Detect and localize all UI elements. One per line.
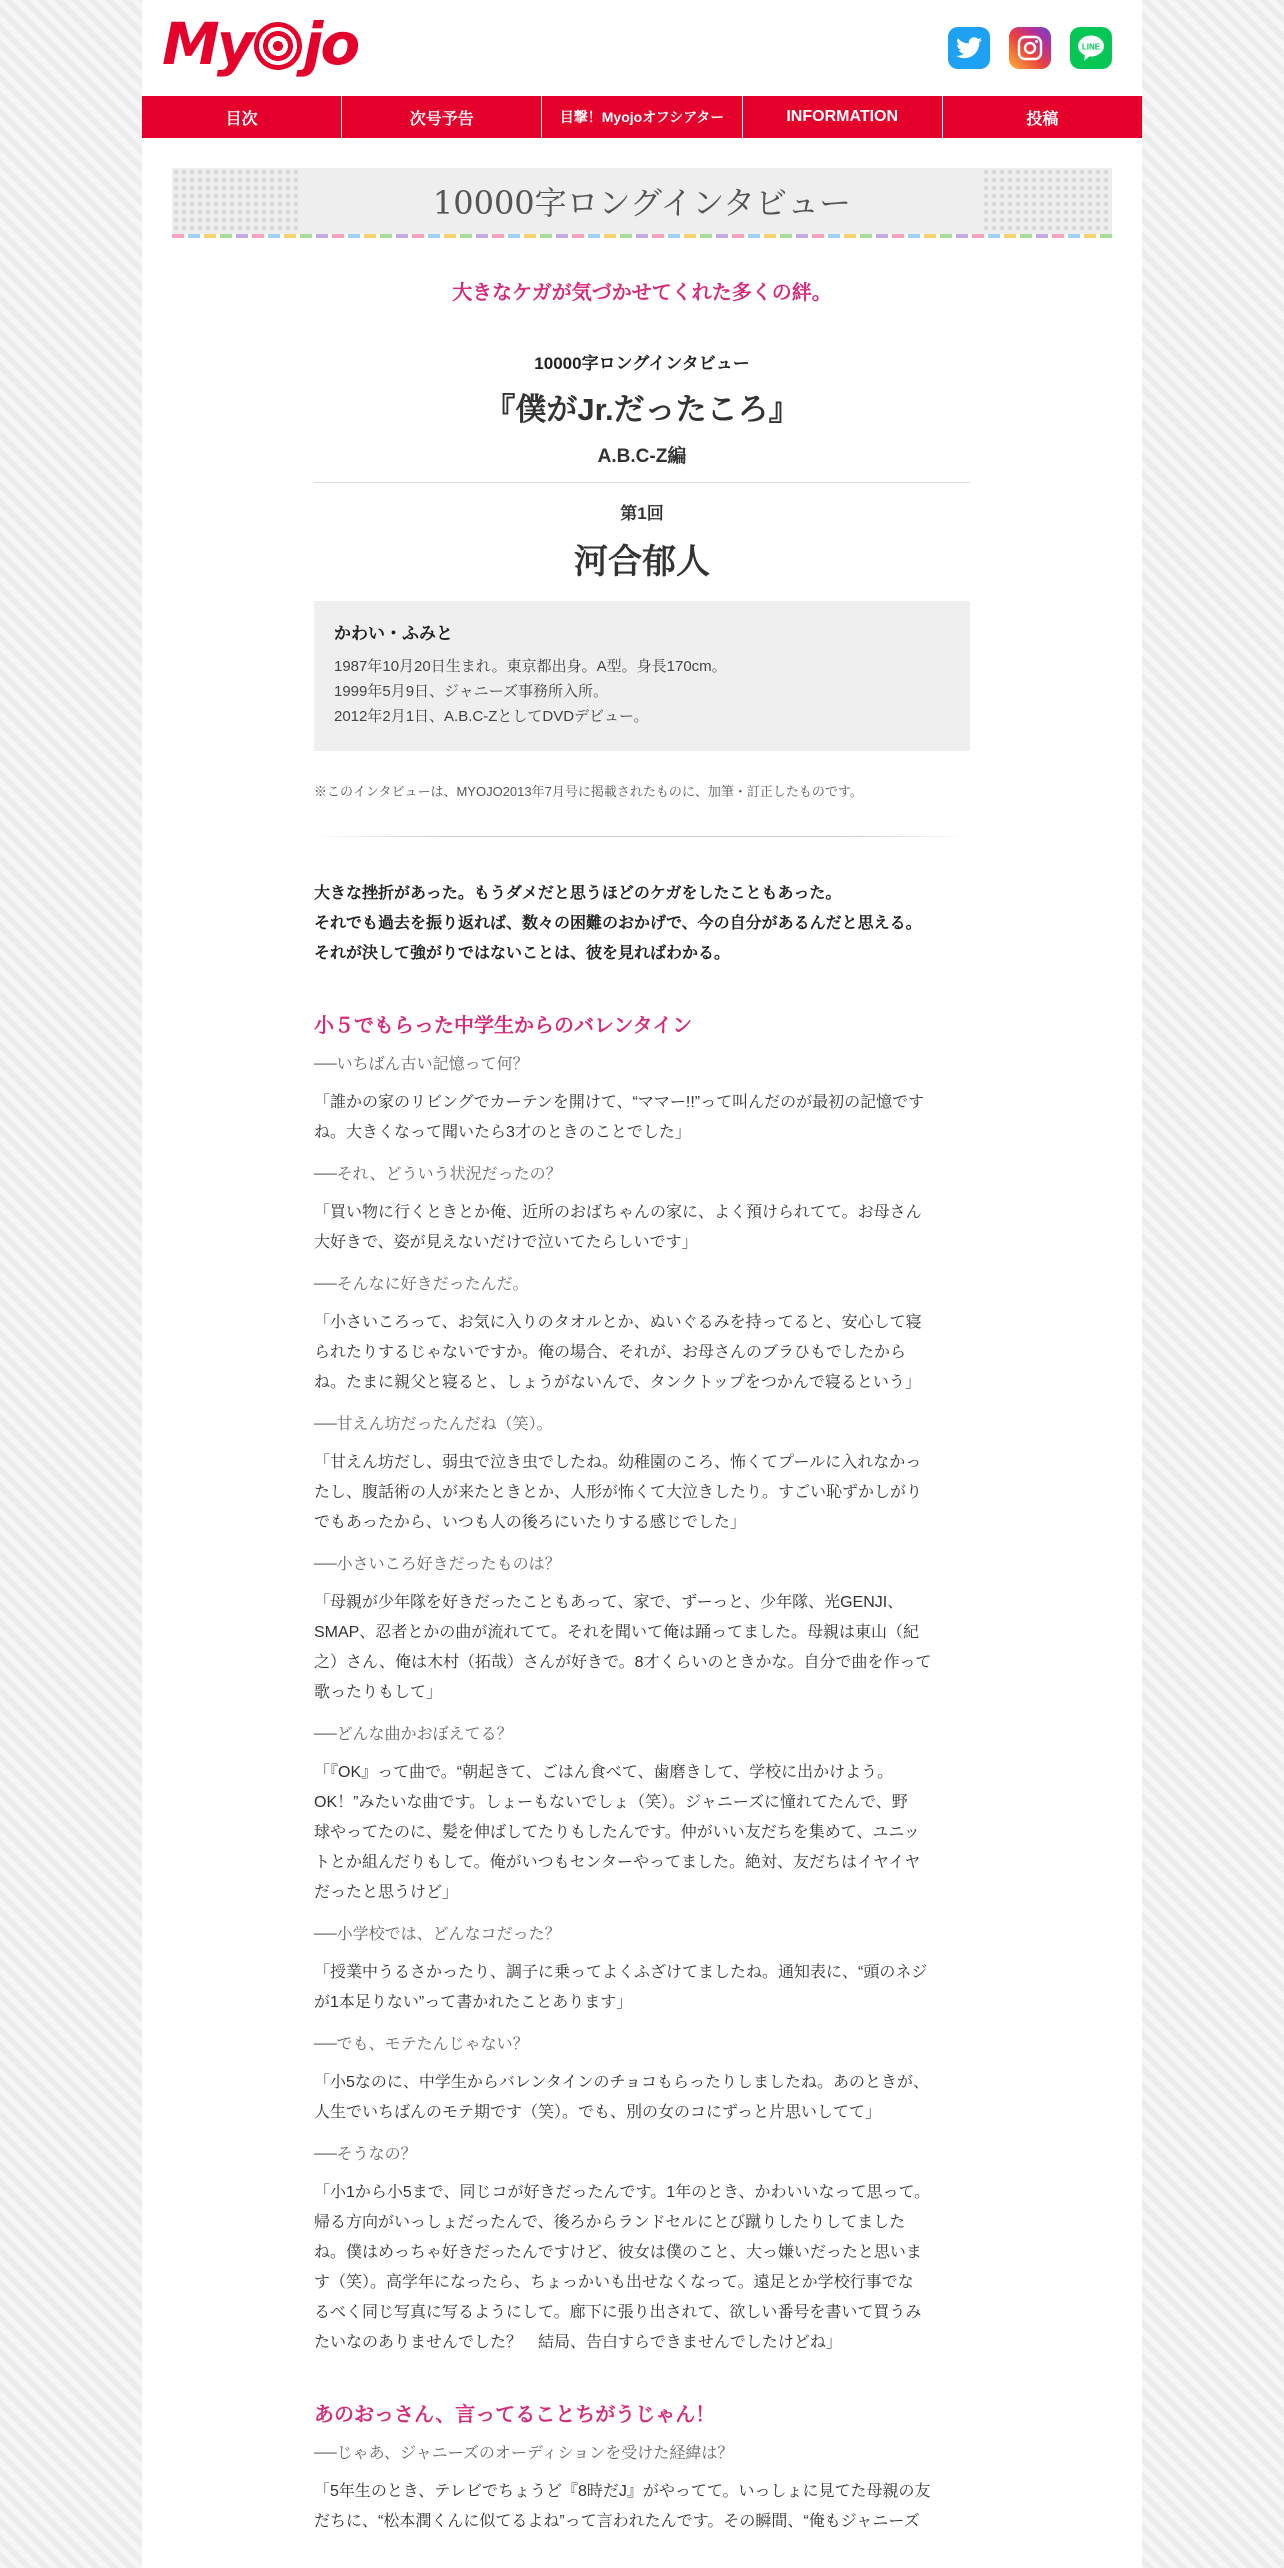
answer: [314, 1958, 970, 2018]
subheading: 小５でもらった中学生からのバレンタイン: [314, 1015, 693, 1037]
dot-pattern: [172, 168, 302, 234]
article-kicker: 10000字ロングインタビュー: [534, 354, 750, 373]
question: ──じゃあ、ジャニーズのオーディションを受けた経緯は？: [314, 2445, 734, 2462]
episode-number: 第1回: [620, 504, 664, 523]
answer-line: たし、腹話術の人が来たときとか、人形が怖くて大泣きしたり。すごい恥ずかしがり: [314, 1484, 923, 1501]
question: ──それ、どういう状況だったの？: [314, 1166, 562, 1183]
answer: [314, 2477, 970, 2537]
profile-box: [314, 601, 970, 751]
intro-line: それが決して強がりではないことは、彼を見ればわかる。: [314, 945, 731, 962]
nav-item-off-theater[interactable]: 目撃！Myojoオフシアター: [542, 96, 742, 138]
profile-line: 2012年2月1日、A.B.C-ZとしてDVDデビュー。: [334, 708, 649, 725]
answer-line: 「甘えん坊だし、弱虫で泣き虫でしたね。幼稚園のころ、怖くてプールに入れなかっ: [314, 1454, 922, 1471]
answer-line: 帰る方向がいっしょだったんで、後ろからランドセルにとび蹴りしたりしてました: [314, 2214, 906, 2231]
answer-line: 球やってたのに、髪を伸ばしてたりもしたんです。仲がいい友だちを集めて、ユニッ: [314, 1824, 920, 1841]
answer-line: でもあったから、いつも人の後ろにいたりする感じでした」: [314, 1514, 746, 1531]
section-heading: [172, 168, 1112, 234]
profile-name: かわい・ふみと: [334, 624, 453, 643]
answer: [314, 1588, 970, 1708]
answer-line: 歌ったりもして」: [314, 1684, 443, 1701]
intro-line: それでも過去を振り返れば、数々の困難のおかげで、今の自分があるんだと思える。: [314, 915, 922, 932]
qa-list: [314, 2441, 970, 2537]
question: ──どんな曲かおぼえてる？: [314, 1726, 513, 1743]
profile-line: 1999年5月9日、ジャニーズ事務所入所。: [334, 683, 609, 700]
answer-line: 「誰かの家のリビングでカーテンを開けて、“ママー!!”って叫んだのが最初の記憶です: [314, 1094, 925, 1111]
question: ──いちばん古い記憶って何？: [314, 1056, 529, 1073]
answer-line: が1本足りない”って書かれたことあります」: [314, 1994, 633, 2011]
dot-pattern: [982, 168, 1112, 234]
answer-line: 大好きで、姿が見えないだけで泣いてたらしいです」: [314, 1234, 698, 1251]
article: [314, 276, 970, 2537]
answer: [314, 1448, 970, 1538]
logo-ring: [254, 22, 302, 70]
answer: [314, 1088, 970, 1148]
site-header: [142, 0, 1142, 96]
answer-line: 「5年生のとき、テレビでちょうど『8時だJ』がやってて。いっしょに見てた母親の友: [314, 2483, 931, 2500]
profile-line: 1987年10月20日生まれ。東京都出身。A型。身長170cm。: [334, 658, 727, 675]
answer-line: す（笑）。高学年になったら、ちょっかいも出せなくなって。遠足とか学校行事でな: [314, 2274, 914, 2291]
answer-line: ね。たまに親父と寝ると、しょうがないんで、タンクトップをつかんで寝るという」: [314, 1374, 921, 1391]
rainbow-divider: [172, 234, 1112, 238]
page: [142, 0, 1142, 2568]
answer: [314, 2178, 970, 2358]
main-nav: [142, 96, 1142, 138]
answer-line: トとか組んだりもして。俺がいつもセンターやってました。絶対、友だちはイヤイヤ: [314, 1854, 921, 1871]
qa-list: [314, 1052, 970, 2358]
subheading: あのおっさん、言ってることちがうじゃん！: [314, 2404, 716, 2426]
line-icon[interactable]: [1070, 27, 1112, 69]
answer: [314, 1198, 970, 1258]
question: ──そうなの？: [314, 2146, 417, 2163]
answer-line: たいなのありませんでした？ 結局、告白すらできませんでしたけどね」: [314, 2334, 842, 2351]
instagram-icon[interactable]: [1009, 27, 1051, 69]
person-name: 河合郁人: [574, 543, 710, 581]
nav-item-information[interactable]: INFORMATION: [743, 96, 943, 138]
answer-line: 「買い物に行くときとか俺、近所のおばちゃんの家に、よく預けられてて。お母さん: [314, 1204, 922, 1221]
answer-line: OK！”みたいな曲です。しょーもないでしょ（笑）。ジャニーズに憧れてたんで、野: [314, 1794, 908, 1811]
answer-line: るべく同じ写真に写るようにして。廊下に張り出されて、欲しい番号を書いて買うみ: [314, 2304, 922, 2321]
answer-line: ね。僕はめっちゃ好きだったんですけど、彼女は僕のこと、大っ嫌いだったと思いま: [314, 2244, 922, 2261]
intro-line: 大きな挫折があった。もうダメだと思うほどのケガをしたこともあった。: [314, 885, 842, 902]
intro-text: [314, 879, 970, 969]
answer-line: だったと思うけど」: [314, 1884, 459, 1901]
myojo-logo[interactable]: [162, 10, 358, 78]
answer: [314, 1308, 970, 1398]
article-subtitle: A.B.C-Z編: [597, 446, 687, 467]
answer-line: 之）さん、俺は木村（拓哉）さんが好きで。8才くらいのときかな。自分で曲を作って: [314, 1654, 932, 1671]
question: ──甘えん坊だったんだね（笑）。: [314, 1416, 553, 1433]
sns-links: [948, 27, 1112, 69]
divider: [314, 482, 970, 483]
answer-line: 「小1から小5まで、同じコが好きだったんです。1年のとき、かわいいなって思って。: [314, 2184, 931, 2201]
answer: [314, 1758, 970, 1908]
question: ──でも、モテたんじゃない？: [314, 2036, 529, 2053]
svg-text:LINE: LINE: [1081, 42, 1101, 52]
section-title: 10000字ロングインタビュー: [432, 184, 852, 222]
logo-part: jo: [303, 10, 358, 78]
divider: [314, 836, 970, 837]
question: ──そんなに好きだったんだ。: [314, 1276, 529, 1293]
nav-item-contents[interactable]: 目次: [142, 96, 342, 138]
answer-line: 「授業中うるさかったり、調子に乗ってよくふざけてましたね。通知表に、“頭のネジ: [314, 1964, 928, 1981]
lead-title: 大きなケガが気づかせてくれた多くの絆。: [452, 282, 832, 304]
answer-line: SMAP、忍者とかの曲が流れてて。それを聞いて俺は踊ってました。母親は東山（紀: [314, 1624, 920, 1641]
answer: [314, 2068, 970, 2128]
answer-line: 人生でいちばんのモテ期です（笑）。でも、別の女のコにずっと片思いしてて」: [314, 2104, 882, 2121]
question: ──小さいころ好きだったものは？: [314, 1556, 561, 1573]
answer-line: 「『OK』って曲で。“朝起きて、ごはん食べて、歯磨きして、学校に出かけよう。: [314, 1764, 894, 1781]
answer-line: ね。大きくなって聞いたら3才のときのことでした」: [314, 1124, 691, 1141]
answer-line: 「母親が少年隊を好きだったこともあって、家で、ずーっと、少年隊、光GENJI、: [314, 1594, 904, 1611]
reprint-note: ※このインタビューは、MYOJO2013年7月号に掲載されたものに、加筆・訂正したものです。: [314, 784, 863, 799]
nav-item-next-issue[interactable]: 次号予告: [342, 96, 542, 138]
article-title: 『僕がJr.だったころ』: [484, 392, 800, 427]
question: ──小学校では、どんなコだった？: [314, 1926, 561, 1943]
logo-part: My: [162, 10, 252, 78]
twitter-icon[interactable]: [948, 27, 990, 69]
answer-line: 「小5なのに、中学生からバレンタインのチョコもらったりしましたね。あのときが、: [314, 2074, 930, 2091]
nav-item-post[interactable]: 投稿: [1026, 110, 1059, 128]
answer-line: 「小さいころって、お気に入りのタオルとか、ぬいぐるみを持ってると、安心して寝: [314, 1314, 922, 1331]
answer-line: だちに、“松本潤くんに似てるよね”って言われたんです。その瞬間、“俺もジャニーズ: [314, 2513, 920, 2530]
answer-line: られたりするじゃないですか。俺の場合、それが、お母さんのブラひもでしたから: [314, 1344, 907, 1361]
